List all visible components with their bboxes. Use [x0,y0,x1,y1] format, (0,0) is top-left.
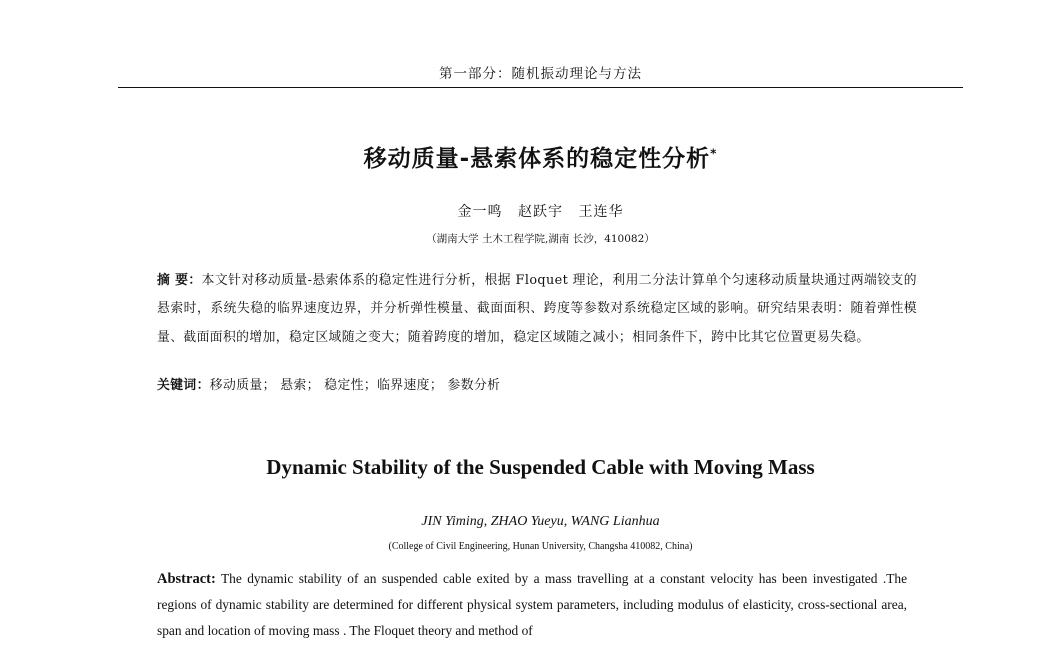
title-footnote-mark: * [710,146,718,161]
chinese-authors: 金一鸣 赵跃宇 王连华 [457,204,624,220]
running-header: 第一部分：随机振动理论与方法 [439,66,642,82]
chinese-keywords [157,372,917,400]
chinese-abstract [157,267,917,352]
chinese-title [118,140,963,173]
header-rule [118,87,963,88]
english-title: Dynamic Stability of the Suspended Cable with Moving Mass [266,455,815,479]
chinese-abstract-label: 摘 要： [157,273,202,288]
english-authors: JIN Yiming, ZHAO Yueyu, WANG Lianhua [421,514,660,529]
english-abstract-text: The dynamic stability of an suspended cable exited by a mass travelling at a constant velocity has been investigated .The regions of dynamic stability are determined for different physical system parameters, including modulus of elasticity, cross-sectional area, span and location of moving mass . The Floquet theory and method of [157,571,908,638]
english-affiliation: (College of Civil Engineering, Hunan University, Changsha 410082, China) [388,541,693,552]
english-abstract-label: Abstract: [157,571,216,587]
chinese-affiliation: （湖南大学 土木工程学院,湖南 长沙，410082） [426,233,655,245]
chinese-keywords-label: 关键词： [157,378,210,393]
english-abstract [157,566,907,644]
chinese-title-text: 移动质量-悬索体系的稳定性分析 [363,146,711,172]
chinese-abstract-text: 本文针对移动质量-悬索体系的稳定性进行分析，根据 Floquet 理论，利用二分法计算单个匀速移动质量块通过两端铰支的悬索时，系统失稳的临界速度边界，并分析弹性模量、截面面积、跨度等参数对系统稳定区域的影响。研究结果表明：随着弹性模量、截面面积的增加，稳定区域随之变大；随着跨度的增加，稳定区域随之减小；相同条件下，跨中比其它位置更易失稳。 [157,273,917,345]
chinese-keywords-text: 移动质量； 悬索； 稳定性；临界速度； 参数分析 [209,378,501,393]
